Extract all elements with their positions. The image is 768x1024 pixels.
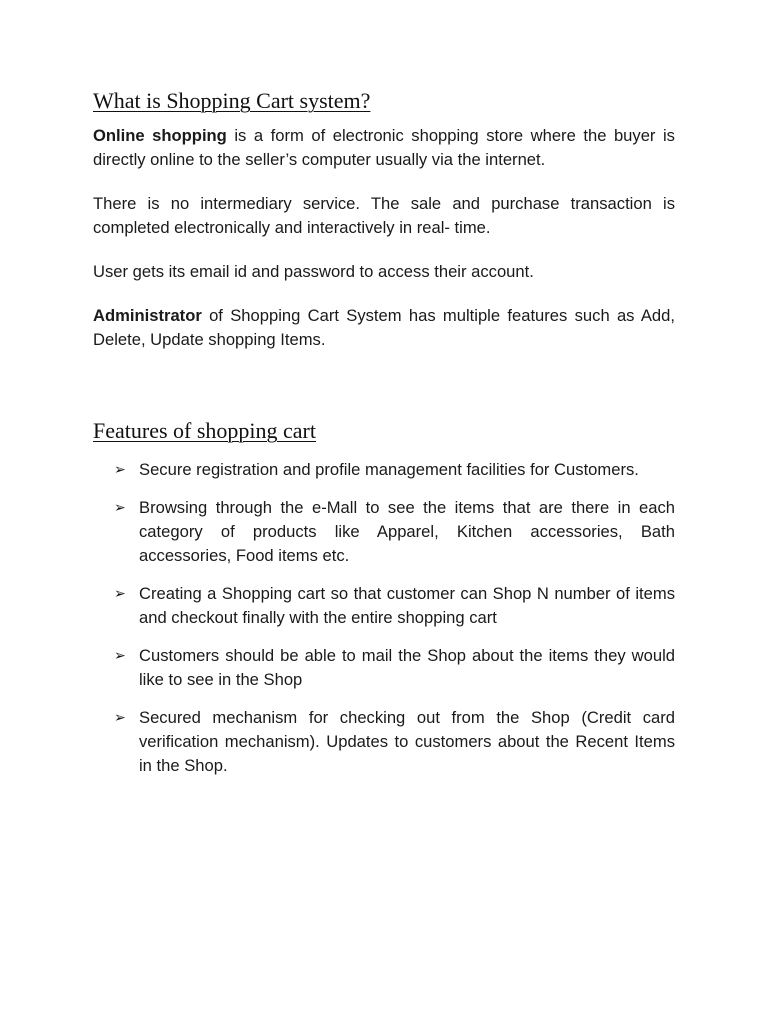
arrowhead-bullet-icon: ➢ xyxy=(114,586,126,602)
list-item xyxy=(93,706,675,778)
section-heading-shopping-cart-system: What is Shopping Cart system? xyxy=(93,88,371,113)
paragraph-administrator xyxy=(93,304,675,352)
list-item-text: Customers should be able to mail the Shop about the items they would like to see in the Shop xyxy=(139,646,675,689)
bold-term-online-shopping: Online shopping xyxy=(93,126,227,145)
arrowhead-bullet-icon: ➢ xyxy=(114,710,126,726)
section-heading-features: Features of shopping cart xyxy=(93,418,316,443)
paragraph-text: of Shopping Cart System has multiple features such as Add, Delete, Update shopping Items. xyxy=(93,306,675,349)
list-item-text: Browsing through the e-Mall to see the items that are there in each category of products like Apparel, Kitchen accessories, Bath accessories, Food items etc. xyxy=(139,498,675,565)
list-item-text: Secure registration and profile management facilities for Customers. xyxy=(139,460,639,479)
list-item xyxy=(93,582,675,630)
bold-term-administrator: Administrator xyxy=(93,306,202,325)
list-item xyxy=(93,644,675,692)
paragraph-intermediary: There is no intermediary service. The sale and purchase transaction is completed electronically and interactively in real- time. xyxy=(93,194,675,237)
list-item xyxy=(93,458,675,482)
list-item-text: Secured mechanism for checking out from the Shop (Credit card verification mechanism). Updates to customers about the Recent Items in the Shop. xyxy=(139,708,675,775)
paragraph-user-account: User gets its email id and password to access their account. xyxy=(93,262,534,281)
features-list xyxy=(93,458,675,778)
document-page xyxy=(93,86,675,792)
arrowhead-bullet-icon: ➢ xyxy=(114,648,126,664)
arrowhead-bullet-icon: ➢ xyxy=(114,462,126,478)
list-item xyxy=(93,496,675,568)
paragraph-online-shopping xyxy=(93,124,675,172)
arrowhead-bullet-icon: ➢ xyxy=(114,500,126,516)
list-item-text: Creating a Shopping cart so that customer can Shop N number of items and checkout finally with the entire shopping cart xyxy=(139,584,675,627)
paragraph-text: is a form of electronic shopping store where the buyer is directly online to the seller’s computer usually via the internet. xyxy=(93,126,675,169)
